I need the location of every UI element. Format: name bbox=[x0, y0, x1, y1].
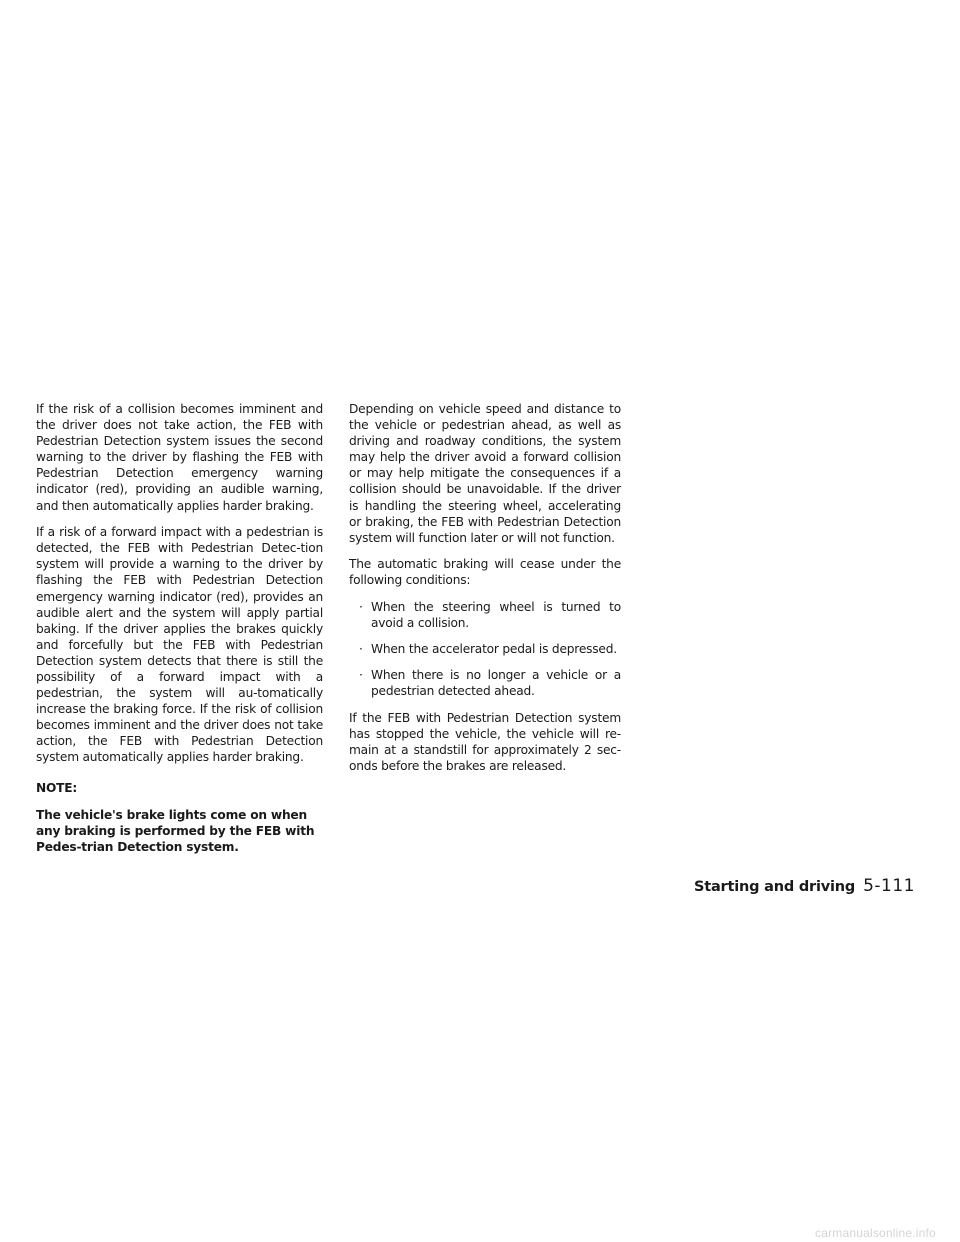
paragraph-system-function: Depending on vehicle speed and distance to the vehicle or pedestrian ahead, as well as driving and roadway conditions, the system may help the driver avoid a forward collision or may help mitigate the consequences if a collision should be unavoidable. If the driver is handling the steering wheel, accelerating or braking, the FEB with Pedestrian Detection system will function later or will not function. bbox=[349, 402, 621, 545]
watermark: carmanualsonline.info bbox=[815, 1226, 936, 1240]
bullet-icon: · bbox=[359, 600, 363, 615]
list-item bbox=[349, 599, 621, 631]
footer-section-title: Starting and driving bbox=[693, 879, 856, 895]
list-item-text: When there is no longer a vehicle or a pedestrian detected ahead. bbox=[371, 668, 621, 699]
note-body: The vehicle's brake lights come on when any braking is performed by the FEB with Pedes-trian Detection system. bbox=[36, 807, 315, 854]
left-column bbox=[36, 401, 323, 865]
right-column bbox=[349, 401, 621, 784]
page-footer bbox=[694, 876, 915, 896]
note-heading: NOTE: bbox=[36, 780, 78, 795]
paragraph-second-warning: If the risk of a collision becomes imminent and the driver does not take action, the FEB with Pedestrian Detection system issues the second warning to the driver by flashing the FEB with Pedestrian Detection emergency warning indicator (red), providing an audible warning, and then automatically applies harder braking. bbox=[36, 402, 323, 513]
paragraph-cease-conditions-intro: The automatic braking will cease under the following conditions: bbox=[349, 557, 621, 588]
list-item-text: When the steering wheel is turned to avoid a collision. bbox=[371, 600, 621, 631]
bullet-icon: · bbox=[359, 668, 363, 683]
paragraph-standstill: If the FEB with Pedestrian Detection system has stopped the vehicle, the vehicle will re-main at a standstill for approximately 2 sec-onds before the brakes are released. bbox=[349, 710, 621, 773]
list-item bbox=[349, 641, 621, 657]
list-item-text: When the accelerator pedal is depressed. bbox=[371, 642, 617, 657]
page-number: 5-111 bbox=[863, 876, 915, 896]
conditions-list bbox=[349, 599, 621, 699]
bullet-icon: · bbox=[359, 642, 363, 657]
paragraph-pedestrian-impact: If a risk of a forward impact with a pedestrian is detected, the FEB with Pedestrian Detec-tion system will provide a warning to the driver by flashing the FEB with Pedestrian Detection emergency warning indicator (red), provides an audible alert and the system will apply partial baking. If the driver applies the brakes quickly and forcefully but the FEB with Pedestrian Detection system detects that there is still the possibility of a forward impact with a pedestrian, the system will au-tomatically increase the braking force. If the risk of collision becomes imminent and the driver does not take action, the FEB with Pedestrian Detection system automatically applies harder braking. bbox=[36, 525, 323, 765]
list-item bbox=[349, 667, 621, 699]
